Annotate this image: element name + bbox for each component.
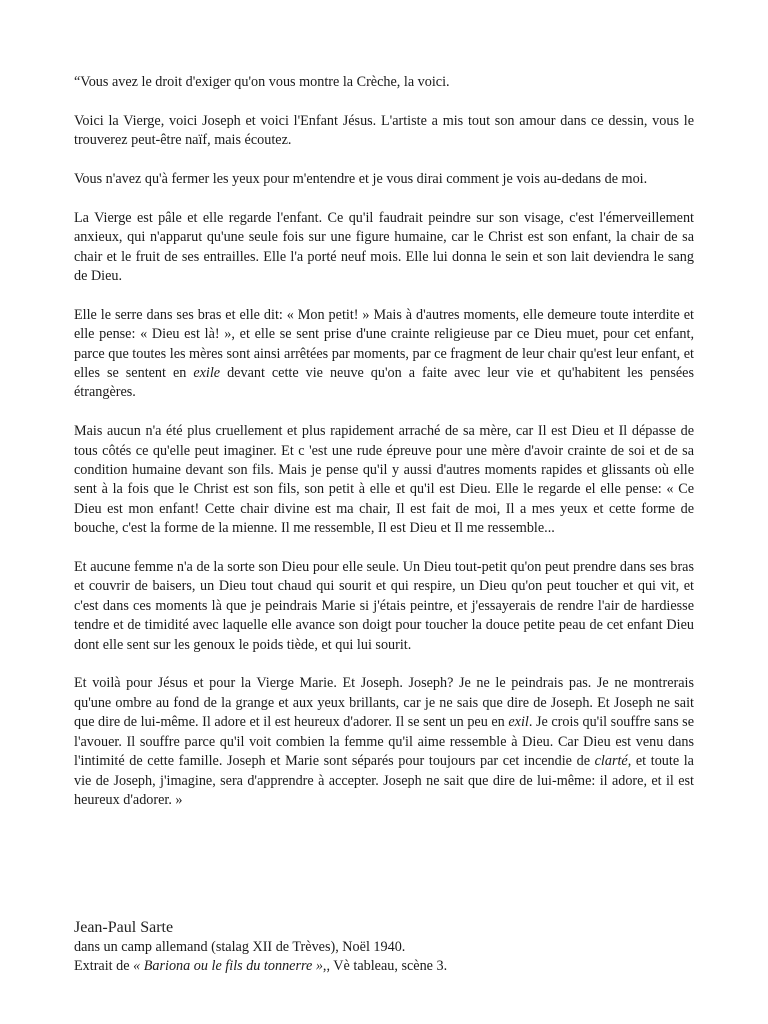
- paragraph-text: . Je crois qu'il souffre sans se l'avouer. Il souffre parce qu'il voit combien la femme qu'il aime ressemble à Dieu. Car Dieu est venu dans l'intimité de cette famille. Joseph et Marie sont séparés pour toujours par cet incendie de: [74, 714, 694, 770]
- source-prefix: Extrait de: [74, 958, 134, 974]
- text-body: [74, 73, 694, 830]
- paragraph-text: Elle le serre dans ses bras et elle dit: « Mon petit! » Mais à d'autres moments, elle demeure toute interdite et elle pense: « Dieu est là! », et elle se sent prise d'une crainte religieuse par ce Dieu muet, pour cet enfant, parce que toutes les mères sont ainsi arrêtées par moments, par ce fragment de leur chair qu'est leur enfant, et elles se sentent en: [74, 306, 694, 382]
- signature-block: [74, 917, 694, 976]
- source-title: « Bariona ou le fils du tonnerre »: [133, 958, 323, 974]
- paragraph-text: Voici la Vierge, voici Joseph et voici l'Enfant Jésus. L'artiste a mis tout son amour dans ce dessin, vous le trouverez peut-être naïf, mais écoutez.: [74, 112, 694, 149]
- paragraph: [74, 674, 694, 810]
- paragraph-text: devant cette vie neuve qu'on a faite avec leur vie et qu'habitent les pensées étrangères.: [74, 365, 694, 401]
- paragraph-text: Mais aucun n'a été plus cruellement et plus rapidement arraché de sa mère, car Il est Dieu et Il dépasse de tous côtés ce qu'elle peut imaginer. Et c 'est une rude épreuve pour une mère d'avoir crainte de soi et de sa condition humaine devant son fils. Mais je pense qu'il y aussi d'autres moments rapides et glissants où elle sent à la fois que le Christ est son fils, son petit à elle et qu'il est Dieu. Elle le regarde el elle pense: « Ce Dieu est mon enfant! Cette chair divine est ma chair, Il est fait de moi, Il a mes yeux et cette forme de bouche, c'est la forme de la mienne. Il me ressemble, Il est Dieu et Il me ressemble...: [74, 423, 694, 537]
- paragraph: [74, 422, 694, 538]
- paragraph-text: , et toute la vie de Joseph, j'imagine, sera d'apprendre à accepter. Joseph ne sait que dire de lui-même: il adore, et il est heureux d'adorer. »: [74, 753, 694, 808]
- paragraph-text: Vous n'avez qu'à fermer les yeux pour m'entendre et je vous dirai comment je vois au-dedans de moi.: [74, 171, 648, 187]
- italic-word: exile: [193, 365, 221, 382]
- paragraph: [74, 558, 694, 655]
- italic-word: clarté: [594, 753, 628, 770]
- paragraph: [74, 73, 694, 92]
- paragraph-text: Et voilà pour Jésus et pour la Vierge Marie. Et Joseph. Joseph? Je ne le peindrais pas. Je ne montrerais qu'une ombre au fond de la grange et aux yeux brillants, car je ne sais que dire de Joseph. Et Joseph ne sait que dire de lui-même. Il adore et il est heureux d'adorer. Il se sent un peu en: [74, 675, 694, 731]
- paragraph-text: Et aucune femme n'a de la sorte son Dieu pour elle seule. Un Dieu tout-petit qu'on peut prendre dans ses bras et couvrir de baisers, un Dieu tout chaud qui sourit et qui respire, un Dieu qu'on peut toucher et qui vit, et c'est dans ces moments là que je peindrais Marie si j'étais peintre, et j'essayerais de rendre l'air de hardiesse tendre et de timidité avec laquelle elle avance son doigt pour toucher la douce petite peau de cet enfant Dieu dont elle sent sur les genoux le poids tiède, et qui lui sourit.: [74, 559, 694, 653]
- paragraph-text: La Vierge est pâle et elle regarde l'enfant. Ce qu'il faudrait peindre sur son visage, c'est l'émerveillement anxieux, qui n'apparut qu'une seule fois sur une figure humaine, car le Christ est son enfant, la chair de sa chair et le fruit de ses entrailles. Elle l'a porté neuf mois. Elle lui donna le sein et son lait deviendra le sang de Dieu.: [74, 209, 694, 285]
- author-name: Jean-Paul Sarte: [74, 919, 174, 936]
- paragraph: [74, 170, 694, 189]
- paragraph-text: “Vous avez le droit d'exiger qu'on vous montre la Crèche, la voici.: [74, 74, 450, 90]
- signature-location-line: dans un camp allemand (stalag XII de Trèves), Noël 1940.: [74, 939, 406, 955]
- paragraph: [74, 209, 694, 287]
- signature-source-line: [74, 957, 694, 976]
- source-suffix: ,, Vè tableau, scène 3.: [322, 958, 448, 974]
- italic-word: exil: [508, 714, 529, 731]
- paragraph: [74, 306, 694, 403]
- paragraph: [74, 112, 694, 151]
